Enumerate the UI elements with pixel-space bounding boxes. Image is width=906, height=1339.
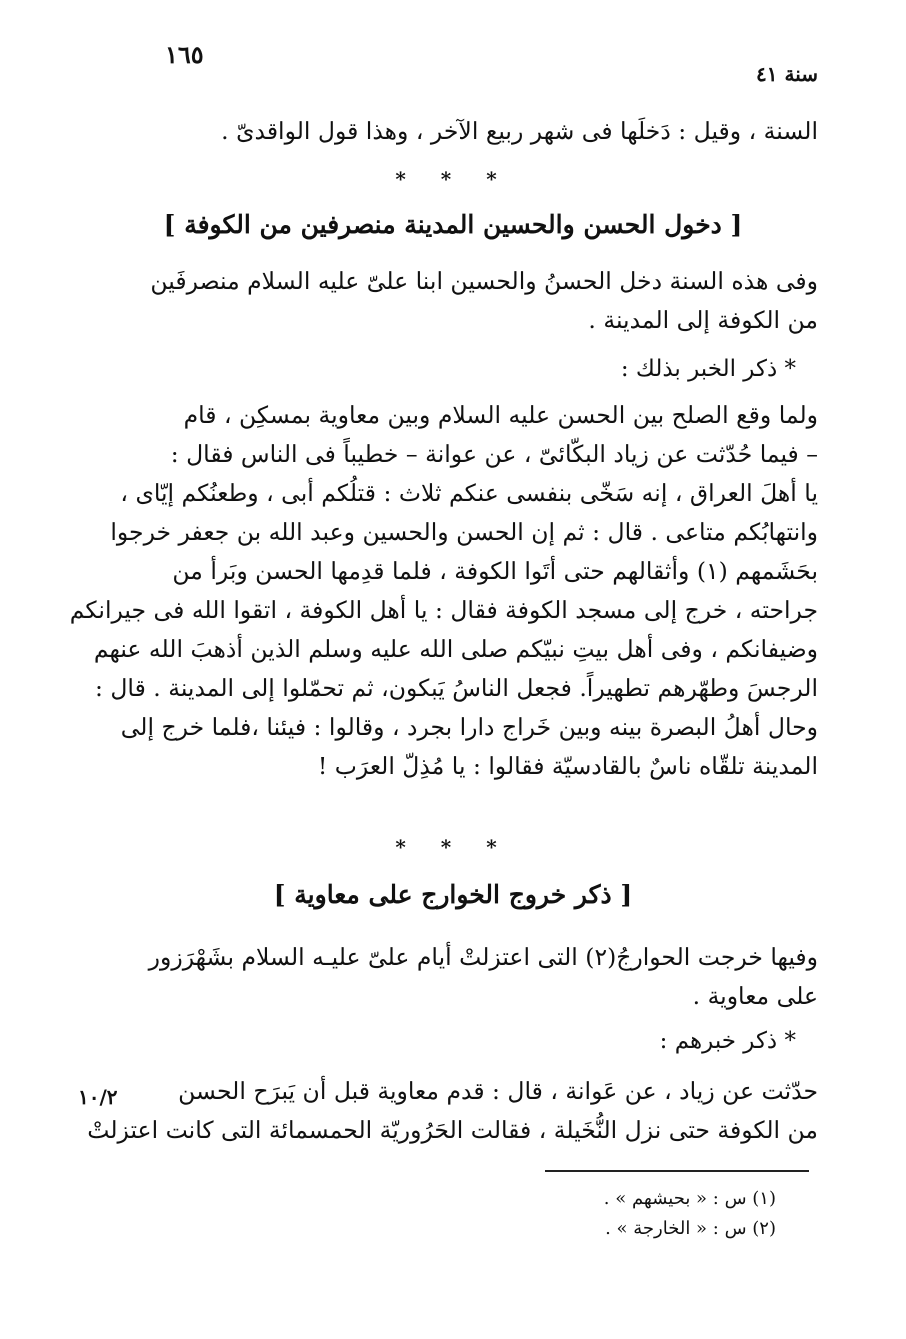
section-separator-1: * * * [395,167,511,191]
text-line: المدينة تلقّاه ناسٌ بالقادسيّة فقالوا : يا مُذِلّ العرَب ! [317,752,818,780]
footnote-2: (٢) س : « الخارجة » . [605,1218,776,1239]
section-heading-1: [ دخول الحسن والحسين المدينة منصرفين من الكوفة ] [163,210,743,239]
text-line: وحال أهلُ البصرة بينه وبين خَراج دارا بجرد ، وقالوا : فيئنا ،فلما خرج إلى [120,713,818,741]
section-2-intro [148,938,818,1016]
text-line: على معاوية . [692,982,818,1010]
text-line: وانتهابُكم متاعى . قال : ثم إن الحسن والحسين وعبد الله بن جعفر خرجوا [110,518,818,546]
opening-paragraph [156,112,818,151]
text-line: الرجسَ وطهّرهم تطهيراً. فجعل الناسُ يَبكون، ثم تحمّلوا إلى المدينة . قال : [94,674,818,702]
text-line: من الكوفة حتى نزل النُّخَيلة ، فقالت الحَرُوريّة الحمسمائة التى كانت اعتزلتْ [87,1116,818,1144]
margin-reference: ١٠/٢ [78,1085,118,1109]
text-line: من الكوفة إلى المدينة . [588,306,818,334]
running-header-year: سنة ٤١ [756,62,818,86]
section-separator-2: * * * [395,835,511,859]
section-1-body [69,396,818,786]
footnote-1: (١) س : « بحيشهم » . [603,1188,776,1209]
section-1-intro [150,262,818,340]
text-line: حدّثت عن زياد ، عن عَوانة ، قال : قدم معاوية قبل أن يَبرَح الحسن [178,1077,818,1105]
text-line: وفيها خرجت الحوارجُ(٢) التى اعتزلتْ أيام علىّ عليـه السلام بشَهْرَزور [148,943,818,971]
text-line: السنة ، وقيل : دَخلَها فى شهر ربيع الآخر ، وهذا قول الواقدىّ . [221,117,818,145]
footnote-divider [545,1170,809,1172]
section-heading-2: [ ذكر خروج الخوارج على معاوية ] [273,880,633,909]
text-line: وضيفانكم ، وفى أهل بيتِ نبيّكم صلى الله عليه وسلم الذين أذهبَ الله عنهم [93,635,818,663]
page-number: ١٦٥ [165,40,204,69]
text-line: يا أهلَ العراق ، إنه سَخّى بنفسى عنكم ثلاث : قتلُكم أبى ، وطعنُكم إيّاى ، [120,479,818,507]
text-line: جراحته ، خرج إلى مسجد الكوفة فقال : يا أهل الكوفة ، اتقوا الله فى جيرانكم [69,596,818,624]
section-1-subheading: * ذكر الخبر بذلك : [620,356,796,382]
text-line: – فيما حُدّثت عن زياد البكّائىّ ، عن عوانة – خطيباً فى الناس فقال : [170,440,818,468]
text-line: وفى هذه السنة دخل الحسنُ والحسين ابنا علىّ عليه السلام منصرفَين [150,267,818,295]
text-line: بحَشَمهم (١) وأثقالهم حتى أتَوا الكوفة ، فلما قدِمها الحسن وبَرأ من [172,557,818,585]
section-2-subheading: * ذكر خبرهم : [659,1028,796,1054]
text-line: ولما وقع الصلح بين الحسن عليه السلام وبين معاوية بمسكِن ، قام [183,401,818,429]
